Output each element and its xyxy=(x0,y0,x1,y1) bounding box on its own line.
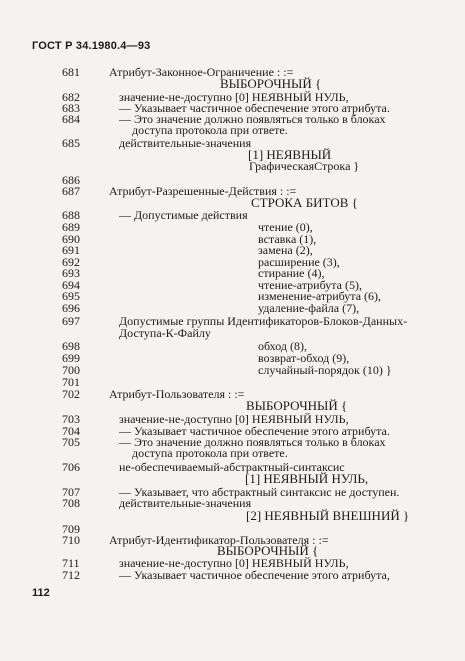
line-text: значение-не-доступно [0] НЕЯВНЫЙ НУЛЬ, xyxy=(119,90,349,104)
line-number: 706 xyxy=(62,460,80,474)
line-number: 710 xyxy=(62,533,80,547)
line-text: — Это значение должно появляться только в блоках xyxy=(119,112,386,126)
line-text: доступа протокола при ответе. xyxy=(132,123,288,137)
line-text: СТРОКА БИТОВ { xyxy=(251,195,358,210)
listing-line xyxy=(0,78,465,90)
line-text: доступа протокола при ответе. xyxy=(132,446,288,460)
line-number: 693 xyxy=(62,266,80,280)
line-text: действительные-значения xyxy=(119,496,252,510)
line-text: не-обеспечиваемый-абстрактный-синтаксис xyxy=(119,460,345,474)
line-number: 683 xyxy=(62,101,80,115)
line-text: значение-не-доступно [0] НЕЯВНЫЙ НУЛЬ, xyxy=(119,412,349,426)
line-number: 707 xyxy=(62,485,80,499)
line-text: [1] НЕЯВНЫЙ НУЛЬ, xyxy=(245,471,369,486)
listing-line xyxy=(0,461,465,473)
line-number: 685 xyxy=(62,136,80,150)
line-number: 698 xyxy=(62,339,80,353)
line-text: Допустимые группы Идентификаторов-Блоков-Данных- xyxy=(119,314,408,328)
listing-line xyxy=(0,569,465,581)
line-text: — Указывает частичное обеспечение этого атрибута, xyxy=(119,568,390,582)
line-number: 688 xyxy=(62,208,80,222)
line-number: 711 xyxy=(62,556,80,570)
line-text: — Допустимые действия xyxy=(119,208,248,222)
listing-line xyxy=(0,160,465,172)
line-number: 712 xyxy=(62,568,80,582)
listing-line xyxy=(0,473,465,485)
line-text: действительные-значения xyxy=(119,136,252,150)
listing-line xyxy=(0,388,465,400)
line-text: Атрибут-Пользователя : := xyxy=(109,387,245,401)
line-text: — Это значение должно появляться только в блоках xyxy=(119,435,386,449)
line-text: обход (8), xyxy=(258,339,307,353)
line-text: ВЫБОРОЧНЫЙ { xyxy=(217,543,319,558)
line-text: [1] НЕЯВНЫЙ xyxy=(248,147,332,162)
line-text: удаление-файла (7), xyxy=(258,301,360,315)
line-number: 708 xyxy=(62,496,80,510)
line-text: — Указывает частичное обеспечение этого атрибута. xyxy=(119,101,390,115)
line-text: чтение-атрибута (5), xyxy=(258,278,362,292)
line-text: стирание (4), xyxy=(258,266,325,280)
line-number: 691 xyxy=(62,243,80,257)
line-text: чтение (0), xyxy=(258,220,313,234)
line-number: 694 xyxy=(62,278,80,292)
line-text: Атрибут-Идентификатор-Пользователя : := xyxy=(109,533,329,547)
line-text: ВЫБОРОЧНЫЙ { xyxy=(246,398,348,413)
listing-line xyxy=(0,124,465,136)
line-number: 697 xyxy=(62,314,80,328)
listing-line xyxy=(0,447,465,459)
line-number: 696 xyxy=(62,301,80,315)
line-text: Атрибут-Разрешенные-Действия : := xyxy=(109,184,297,198)
listing-line xyxy=(0,302,465,314)
line-text: — Указывает частичное обеспечение этого атрибута. xyxy=(119,424,390,438)
line-number: 699 xyxy=(62,351,80,365)
listing-line xyxy=(0,400,465,412)
line-text: замена (2), xyxy=(258,243,313,257)
line-number: 705 xyxy=(62,435,80,449)
line-number: 689 xyxy=(62,220,80,234)
line-number: 702 xyxy=(62,387,80,401)
line-text: — Указывает, что абстрактный синтаксис не доступен. xyxy=(119,485,400,499)
listing-line xyxy=(0,315,465,327)
line-text: Атрибут-Законное-Ограничение : := xyxy=(109,65,294,79)
line-text: возврат-обход (9), xyxy=(258,351,350,365)
line-text: случайный-порядок (10) } xyxy=(258,363,392,377)
page-header: ГОСТ Р 34.1980.4—93 xyxy=(32,40,151,52)
line-text: значение-не-доступно [0] НЕЯВНЫЙ НУЛЬ, xyxy=(119,556,349,570)
listing-line xyxy=(0,137,465,149)
listing-line xyxy=(0,327,465,339)
line-text: расширение (3), xyxy=(258,255,340,269)
line-number: 686 xyxy=(62,173,80,187)
line-number: 701 xyxy=(62,375,80,389)
line-text: [2] НЕЯВНЫЙ ВНЕШНИЙ } xyxy=(246,508,410,523)
listing-line xyxy=(0,185,465,197)
line-number: 692 xyxy=(62,255,80,269)
page-number: 112 xyxy=(32,587,50,599)
line-text: ГрафическаяСтрока } xyxy=(249,159,360,173)
line-text: Доступа-К-Файлу xyxy=(119,326,211,340)
line-text: вставка (1), xyxy=(258,232,317,246)
line-number: 681 xyxy=(62,65,80,79)
line-number: 700 xyxy=(62,363,80,377)
line-number: 703 xyxy=(62,412,80,426)
line-number: 695 xyxy=(62,289,80,303)
line-number: 682 xyxy=(62,90,80,104)
line-number: 684 xyxy=(62,112,80,126)
line-text: изменение-атрибута (6), xyxy=(258,289,382,303)
line-number: 687 xyxy=(62,184,80,198)
line-number: 690 xyxy=(62,232,80,246)
line-text: ВЫБОРОЧНЫЙ { xyxy=(220,76,322,91)
line-number: 709 xyxy=(62,522,80,536)
line-number: 704 xyxy=(62,424,80,438)
listing-line xyxy=(0,510,465,522)
